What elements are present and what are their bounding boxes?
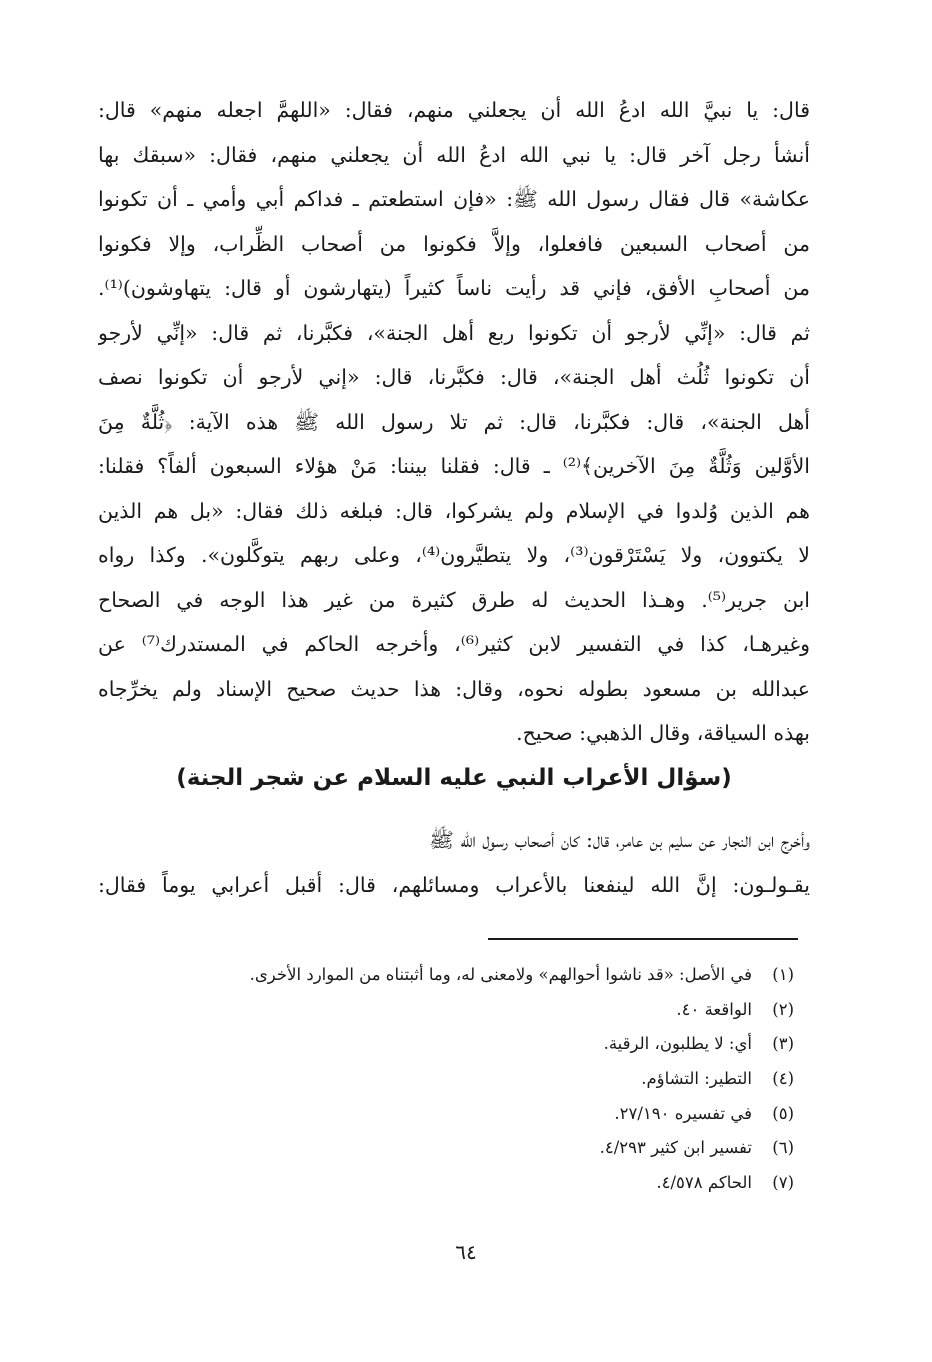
footnote-text: في الأصل: «قد ناشوا أحوالهم» ولامعنى له، وما أثبتناه من الموارد الأخرى. bbox=[249, 965, 752, 984]
text-line: وأخرج ابن النجار عن سليم بن عامر، قال: كان أصحاب رسول الله ﷺ bbox=[429, 828, 810, 852]
footnote-number: (٧) bbox=[772, 1173, 794, 1193]
footnote-item bbox=[98, 1097, 794, 1132]
section-paragraph bbox=[98, 818, 810, 907]
page-number: ٦٤ bbox=[455, 1240, 477, 1264]
footnote-text: الواقعة ٤٠. bbox=[676, 999, 752, 1019]
main-paragraph bbox=[98, 88, 810, 756]
text-line: بهذه السياقة، وقال الذهبي: صحيح. bbox=[516, 721, 810, 745]
text-line: هم الذين وُلدوا في الإسلام ولم يشركوا، قال: فبلغه ذلك فقال: «بل هم الذين bbox=[98, 498, 810, 523]
text-line: عبدالله بن مسعود بطوله نحوه، وقال: هذا حديث صحيح الإسناد ولم يخرِّجاه bbox=[98, 676, 810, 701]
text-line: من أصحابِ الأفق، فإني قد رأيت ناساً كثيراً (يتهارشون أو قال: يتهاوشون)⁽¹⁾. bbox=[98, 276, 810, 300]
footnotes bbox=[98, 958, 794, 1201]
footnote-number: (٤) bbox=[772, 1069, 794, 1089]
text-line: وغيرهـا، كذا في التفسير لابن كثير⁽⁶⁾، وأخرجه الحاكم في المستدرك⁽⁷⁾ عن bbox=[98, 632, 810, 656]
footnote-item bbox=[98, 1131, 794, 1166]
text-line: أهل الجنة»، قال: فكبَّرنا، قال: ثم تلا رسول الله ﷺ هذه الآية: ﴿ثُلَّةٌ مِنَ bbox=[98, 409, 810, 434]
text-line: ثم قال: «إنِّي لأرجو أن تكونوا ربع أهل الجنة»، فكبَّرنا، ثم قال: «إنِّي لأرجو bbox=[98, 320, 810, 345]
footnote-item bbox=[98, 1062, 794, 1097]
text-line: قال: يا نبيَّ الله ادعُ الله أن يجعلني منهم، فقال: «اللهمَّ اجعله منهم» قال: bbox=[98, 98, 810, 122]
footnote-separator bbox=[488, 938, 798, 940]
section-heading: (سؤال الأعراب النبي عليه السلام عن شجر الجنة) bbox=[176, 765, 732, 791]
text-line: من أصحاب السبعين فافعلوا، وإلاَّ فكونوا من أصحاب الظِّراب، وإلا فكونوا bbox=[98, 231, 810, 256]
text-line: عكاشة» قال فقال رسول الله ﷺ: «فإن استطعتم ـ فداكم أبي وأمي ـ أن تكونوا bbox=[98, 187, 810, 211]
footnote-text: الحاكم ٤/٥٧٨. bbox=[656, 1173, 752, 1193]
footnote-item bbox=[98, 1027, 794, 1062]
text-line: أنشأ رجل آخر قال: يا نبي الله ادعُ الله أن يجعلني منهم، فقال: «سبقك بها bbox=[98, 142, 810, 167]
footnote-item bbox=[98, 1166, 794, 1201]
footnote-text: في تفسيره ٢٧/١٩٠. bbox=[614, 1103, 752, 1123]
footnote-item bbox=[98, 993, 794, 1028]
text-line: يقـولـون: إنَّ الله لينفعنا بالأعراب ومسائلهم، قال: أقبل أعرابي يوماً فقال: bbox=[98, 872, 810, 897]
text-line: أن تكونوا ثُلُث أهل الجنة»، قال: فكبَّرنا، قال: «إني لأرجو أن تكونوا نصف bbox=[98, 365, 810, 389]
footnote-text: تفسير ابن كثير ٤/٢٩٣. bbox=[599, 1138, 752, 1158]
footnote-number: (٣) bbox=[772, 1034, 794, 1054]
footnote-item bbox=[98, 958, 794, 993]
footnote-number: (٥) bbox=[772, 1103, 794, 1123]
footnote-number: (٢) bbox=[772, 999, 794, 1019]
text-line: ابن جرير⁽⁵⁾. وهـذا الحديث له طرق كثيرة من غير هذا الوجه في الصحاح bbox=[98, 587, 810, 612]
footnote-number: (٦) bbox=[772, 1138, 794, 1158]
text-line: لا يكتوون، ولا يَسْتَرْقون⁽³⁾، ولا يتطيَّرون⁽⁴⁾، وعلى ربهم يتوكَّلون». وكذا رواه bbox=[98, 543, 810, 567]
footnote-text: أي: لا يطلبون، الرقية. bbox=[603, 1034, 752, 1054]
footnote-text: التطير: التشاؤم. bbox=[641, 1069, 752, 1089]
text-line: الأوَّلين وَثُلَّةٌ مِنَ الآخرين﴾⁽²⁾ ـ قال: فقلنا بيننا: مَنْ هؤلاء السبعون ألفاً؟ فقلنا: bbox=[98, 454, 810, 478]
footnote-number: (١) bbox=[772, 965, 794, 984]
